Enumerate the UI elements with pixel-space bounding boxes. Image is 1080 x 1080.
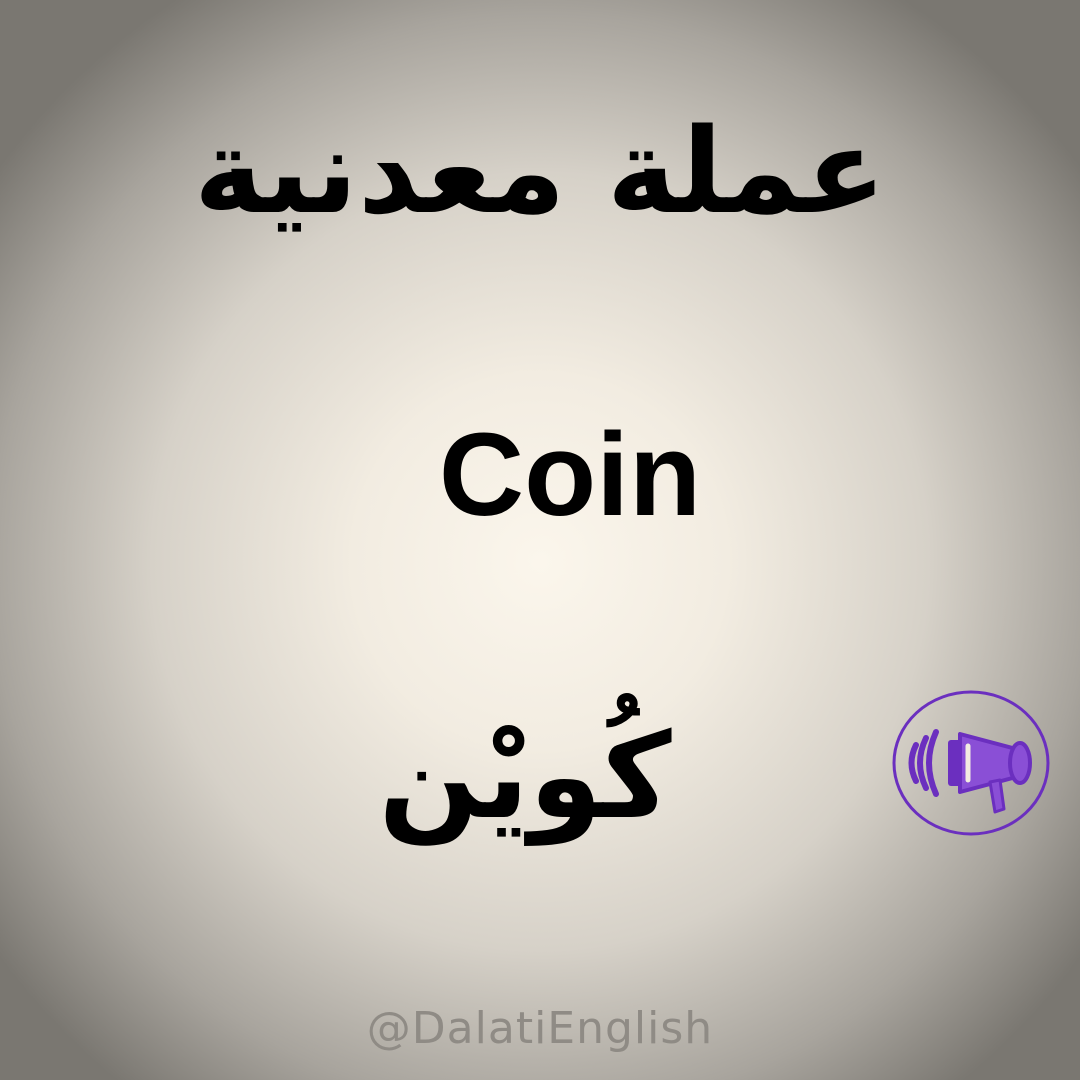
- arabic-word: عملة معدنية: [193, 102, 887, 240]
- megaphone-icon: [892, 690, 1050, 836]
- play-audio-button[interactable]: [892, 690, 1050, 836]
- watermark-handle: @DalatiEnglish: [366, 1003, 714, 1054]
- arabic-pronunciation: كُويْن: [378, 707, 672, 845]
- english-word: Coin: [438, 409, 702, 541]
